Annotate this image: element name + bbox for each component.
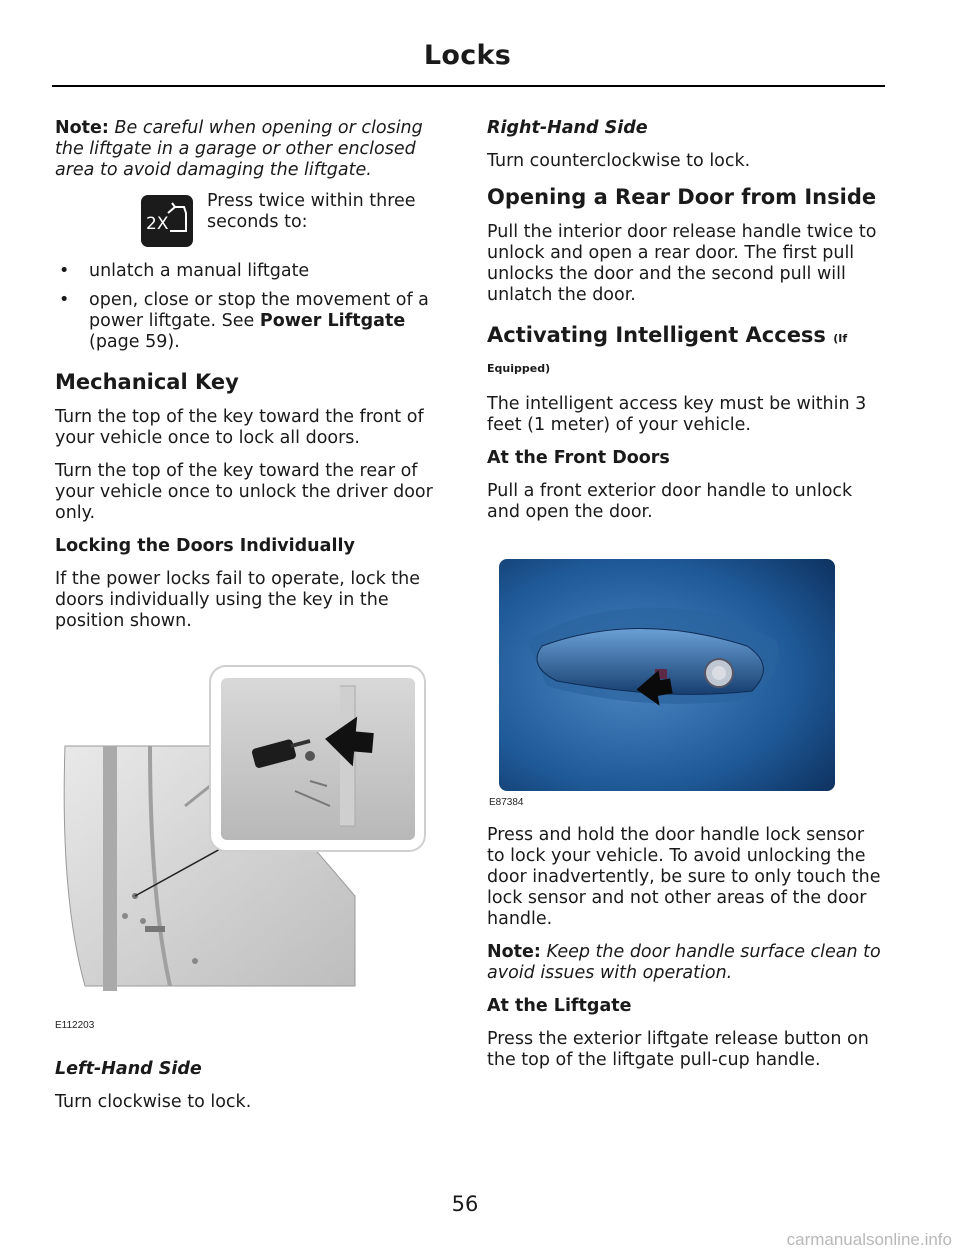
heading-opening-rear-door: Opening a Rear Door from Inside [487, 185, 877, 209]
icon-label: 2X [146, 214, 169, 234]
if-equipped-label: (If Equipped) [487, 332, 848, 375]
door-lock-illustration [55, 646, 435, 1031]
page-number: 56 [451, 1192, 479, 1216]
liftgate-button-instruction [141, 191, 450, 247]
left-column [55, 118, 450, 1113]
cross-reference-link[interactable]: Power Liftgate [259, 311, 406, 331]
heading-left-hand-side: Left-Hand Side [55, 1059, 202, 1079]
figure-door-handle [487, 551, 887, 811]
icon-instruction-text: Press twice within three seconds to: [207, 191, 416, 232]
paragraph: Pull the interior door release handle twice to unlock and open a rear door. The first pull unlocks the door and the second pull will unlatch the door. [487, 222, 877, 305]
heading-front-doors: At the Front Doors [487, 448, 670, 468]
right-column [487, 118, 887, 1071]
note-text: Keep the door handle surface clean to avoid issues with operation. [487, 942, 881, 983]
paragraph: Press the exterior liftgate release button on the top of the liftgate pull-cup handle. [487, 1029, 869, 1070]
paragraph: Turn clockwise to lock. [55, 1092, 252, 1112]
list-item [55, 290, 450, 353]
liftgate-2x-icon [141, 195, 193, 247]
heading-mechanical-key: Mechanical Key [55, 370, 239, 394]
heading-right-hand-side: Right-Hand Side [487, 118, 648, 138]
paragraph: Turn the top of the key toward the front of your vehicle once to lock all doors. [55, 407, 424, 448]
heading-text: Activating Intelligent Access [487, 323, 826, 347]
list-item [55, 261, 450, 282]
figure-label: E87384 [489, 797, 524, 808]
note-label: Note: [487, 942, 541, 962]
heading-intelligent-access [487, 322, 887, 382]
watermark: carmanualsonline.info [786, 1230, 952, 1249]
paragraph: Turn the top of the key toward the rear of your vehicle once to unlock the driver door only. [55, 461, 433, 523]
paragraph: Press and hold the door handle lock sensor to lock your vehicle. To avoid unlocking the door inadvertently, be sure to only touch the lock sensor and not other areas of the door handle. [487, 825, 881, 929]
bullet-text: unlatch a manual liftgate [89, 261, 310, 281]
paragraph: Turn counterclockwise to lock. [487, 151, 751, 171]
header-divider [52, 85, 885, 87]
page-title: Locks [423, 40, 512, 71]
note-liftgate [55, 118, 450, 181]
heading-at-liftgate: At the Liftgate [487, 996, 632, 1016]
note-door-handle [487, 942, 887, 984]
paragraph: Pull a front exterior door handle to unlock and open the door. [487, 481, 853, 522]
note-text: Be careful when opening or closing the liftgate in a garage or other enclosed area to avoid damaging the liftgate. [55, 118, 423, 180]
note-label: Note: [55, 118, 109, 138]
door-handle-photo [487, 551, 887, 791]
paragraph: The intelligent access key must be within 3 feet (1 meter) of your vehicle. [487, 394, 867, 435]
heading-locking-individually: Locking the Doors Individually [55, 536, 355, 556]
bullet-text: open, close or stop the movement of a power liftgate. See [89, 290, 429, 331]
figure-door-lock [55, 646, 435, 1031]
bullet-list [55, 261, 450, 353]
figure-label: E112203 [55, 1020, 95, 1031]
bullet-text: (page 59). [89, 332, 180, 352]
paragraph: If the power locks fail to operate, lock the doors individually using the key in the position shown. [55, 569, 420, 631]
